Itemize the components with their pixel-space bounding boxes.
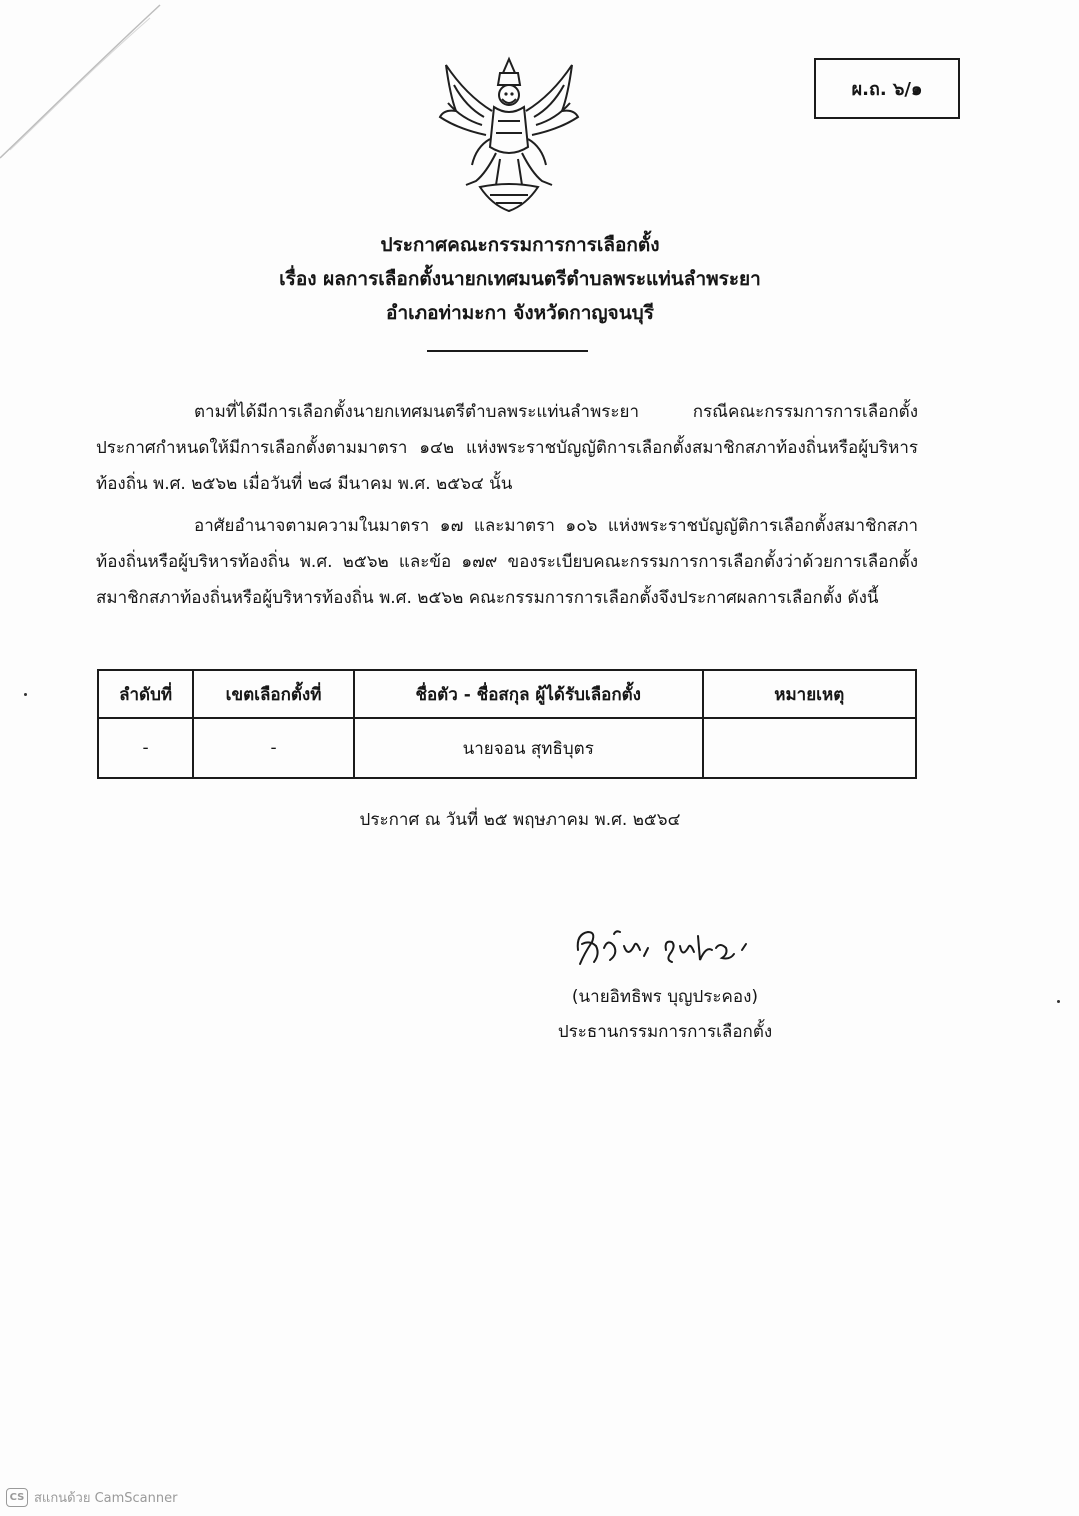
cell-remarks bbox=[703, 718, 916, 778]
cell-order: - bbox=[98, 718, 193, 778]
garuda-emblem-icon bbox=[436, 55, 582, 215]
document-heading bbox=[200, 228, 840, 330]
heading-line-3: อำเภอท่ามะกา จังหวัดกาญจนบุรี bbox=[386, 302, 654, 324]
header-district: เขตเลือกตั้งที่ bbox=[193, 670, 354, 718]
camscanner-watermark bbox=[6, 1487, 177, 1508]
table-row bbox=[98, 718, 916, 778]
election-results-table bbox=[97, 669, 917, 779]
cell-district: - bbox=[193, 718, 354, 778]
camscanner-logo-icon: CS bbox=[6, 1488, 28, 1507]
header-order: ลำดับที่ bbox=[98, 670, 193, 718]
header-elected-name: ชื่อตัว - ชื่อสกุล ผู้ได้รับเลือกตั้ง bbox=[354, 670, 703, 718]
scan-speck bbox=[24, 693, 27, 696]
form-code: ผ.ถ. ๖/๑ bbox=[851, 79, 923, 100]
cell-elected-name: นายจอน สุทธิบุตร bbox=[354, 718, 703, 778]
announcement-date: ประกาศ ณ วันที่ ๒๕ พฤษภาคม พ.ศ. ๒๕๖๔ bbox=[359, 810, 681, 830]
header-remarks: หมายเหตุ bbox=[703, 670, 916, 718]
scan-crease-decoration bbox=[0, 0, 180, 170]
handwritten-signature-icon bbox=[570, 920, 760, 976]
heading-line-1: ประกาศคณะกรรมการการเลือกตั้ง bbox=[380, 234, 660, 256]
heading-divider bbox=[427, 350, 588, 352]
paragraph-1: ตามที่ได้มีการเลือกตั้งนายกเทศมนตรีตำบลพระแท่นลำพระยา กรณีคณะกรรมการการเลือกตั้งประกาศกำหนดให้มีการเลือกตั้งตามมาตรา ๑๔๒ แห่งพระราชบัญญัติการเลือกตั้งสมาชิกสภาท้องถิ่นหรือผู้บริหารท้องถิ่น พ.ศ. ๒๕๖๒ เมื่อวันที่ ๒๘ มีนาคม พ.ศ. ๒๕๖๔ นั้น bbox=[96, 402, 918, 494]
form-code-box bbox=[814, 58, 960, 119]
signer-name: (นายอิทธิพร บุญประคอง) bbox=[571, 987, 759, 1007]
heading-line-2: เรื่อง ผลการเลือกตั้งนายกเทศมนตรีตำบลพระแท่นลำพระยา bbox=[279, 268, 761, 290]
signer-title: ประธานกรรมการการเลือกตั้ง bbox=[557, 1022, 773, 1042]
paragraph-2: อาศัยอำนาจตามความในมาตรา ๑๗ และมาตรา ๑๐๖ แห่งพระราชบัญญัติการเลือกตั้งสมาชิกสภาท้องถิ่นหรือผู้บริหารท้องถิ่น พ.ศ. ๒๕๖๒ และข้อ ๑๗๙ ของระเบียบคณะกรรมการการเลือกตั้งว่าด้วยการเลือกตั้งสมาชิกสภาท้องถิ่นหรือผู้บริหารท้องถิ่น พ.ศ. ๒๕๖๒ คณะกรรมการการเลือกตั้งจึงประกาศผลการเลือกตั้ง ดังนี้ bbox=[96, 516, 918, 608]
watermark-text: สแกนด้วย CamScanner bbox=[34, 1491, 178, 1506]
scan-speck bbox=[1057, 1000, 1060, 1003]
table-header-row bbox=[98, 670, 916, 718]
